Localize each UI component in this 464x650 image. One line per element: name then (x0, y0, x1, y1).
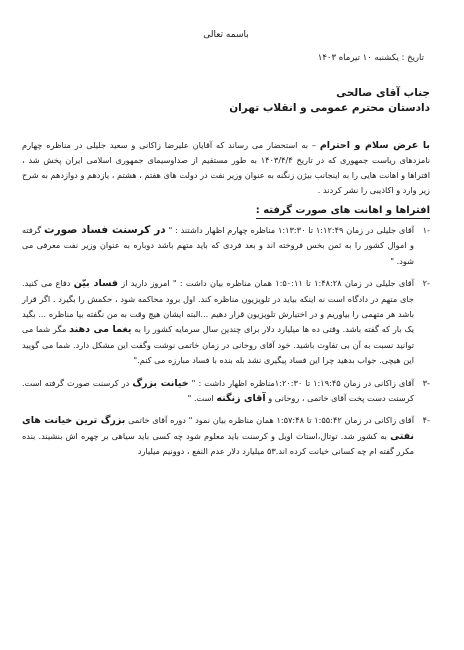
section-title: افتراها و اهانت های صورت گرفته : (256, 203, 430, 219)
addressee-name: جناب آقای صالحی (336, 87, 430, 99)
item-number: -۱ (422, 225, 430, 235)
item-text: در کرسنت صورت گرفته است. کرسنت دست پخت آقای خاتمی ، روحانی و (22, 377, 414, 404)
list-item (22, 413, 430, 459)
item-text: آقای جلیلی در زمان ۱:۱۲:۴۹ تا ۱:۱۳:۳۰ مناظره چهارم اظهار داشتند : " (165, 225, 415, 235)
item-text: است. " (187, 393, 217, 404)
item-text: مگر شما می توانید نسبت به آن بی تفاوت باشید. خود آقای روحانی در زمان خاتمی نوشت وگفت این مشکل دارد. شما می گویید این هیچی. جواب بدهید چرا این فساد پیگیری نشد بله بنده با فساد مبارزه می کنم." (22, 324, 414, 366)
item-emphasis: یغما می دهند (69, 324, 132, 336)
intro-body: – به استحضار می رساند که آقایان علیرضا زاکانی و سعید جلیلی در مناظره چهارم نامزدهای ریاست جمهوری که در تاریخ ۱۴۰۳/۴/۴ به طور مستقیم از صداوسیمای جمهوری اسلامی ایران پخش شد ، افتراها و اهانت هایی را به اینجانب بیژن زنگنه به عنوان وزیر نفت در دولت های هفتم ، هشتم ، یازدهم و دوازدهم به شرح زیر وارد و اکاذیبی را نشر کردند . (22, 140, 431, 195)
intro-paragraph (22, 138, 430, 198)
item-text: گرفته و اموال کشور را به ثمن بخس فروخته اند و بعد فردی که باید متهم باشد دوباره به عنوان وزیر نفت معرفی می شود. " (22, 225, 414, 266)
allegations-list (22, 223, 430, 460)
item-emphasis: فساد بیّن (73, 278, 118, 290)
item-emphasis: خیانت بزرگ (132, 377, 189, 389)
item-emphasis: آقای زنگنه (216, 393, 266, 405)
item-text: آقای زاکانی در زمان ۱:۵۵:۴۲ تا ۱:۵۷:۴۸ همان مناظره بیان نمود " دوره آقای خاتمی (125, 415, 414, 426)
item-text: آقای جلیلی در زمان ۱:۴۸:۲۸ تا ۱:۵۰:۱۱ همان مناظره بیان داشت : " امروز دارید از (117, 278, 414, 289)
item-text: به کشور شد. توتال،استات اویل و کرسنت باید معلوم شود چه کسی باید سیاهی بر چهره اش بنشیند. بنده مکرر گفته ام چه کسانی خیانت کرده اند.۵۳ میلیارد دلار عدم النفع ، دوونیم میلیارد (22, 430, 414, 457)
item-number: -۴ (422, 415, 430, 426)
letter-date: تاریخ : یکشنبه ۱۰ تیرماه ۱۴۰۳ (317, 53, 424, 63)
item-number: -۲ (422, 278, 430, 289)
letter-heading: باسمه تعالی (203, 30, 249, 40)
item-text: آقای زاکانی در زمان ۱:۱۹:۴۵ تا ۱:۲۰:۳۰مناظره اظهار داشت : " (188, 377, 415, 388)
item-emphasis: بزرگ ترین خیانت های نفتی (22, 415, 414, 442)
list-item (22, 223, 430, 269)
list-item (22, 276, 430, 368)
salutation: با عرض سلام و احترام (319, 140, 430, 151)
item-emphasis: در کرسنت فساد صورت (44, 224, 166, 236)
item-number: -۳ (422, 377, 430, 388)
list-item (22, 376, 430, 407)
item-text: دفاع می کنید. جای متهم در دادگاه است نه اینکه بیاید در تلویزیون مناظره کند. اول برود محاکمه شود ، حکمش را بگیرد . اگر قرار باشد هر متهمی را بیاوریم و در اختیارش تلویزیون قرار دهیم ...البته ایشان هیچ وقت به من نگفته بیا مناظره ... بگید یک بار که گفته باشد. وقتی ده ها میلیارد دلار برای چندین سال سرمایه کشور را به (22, 278, 414, 335)
addressee-title: دادستان محترم عمومی و انقلاب تهران (229, 102, 430, 114)
